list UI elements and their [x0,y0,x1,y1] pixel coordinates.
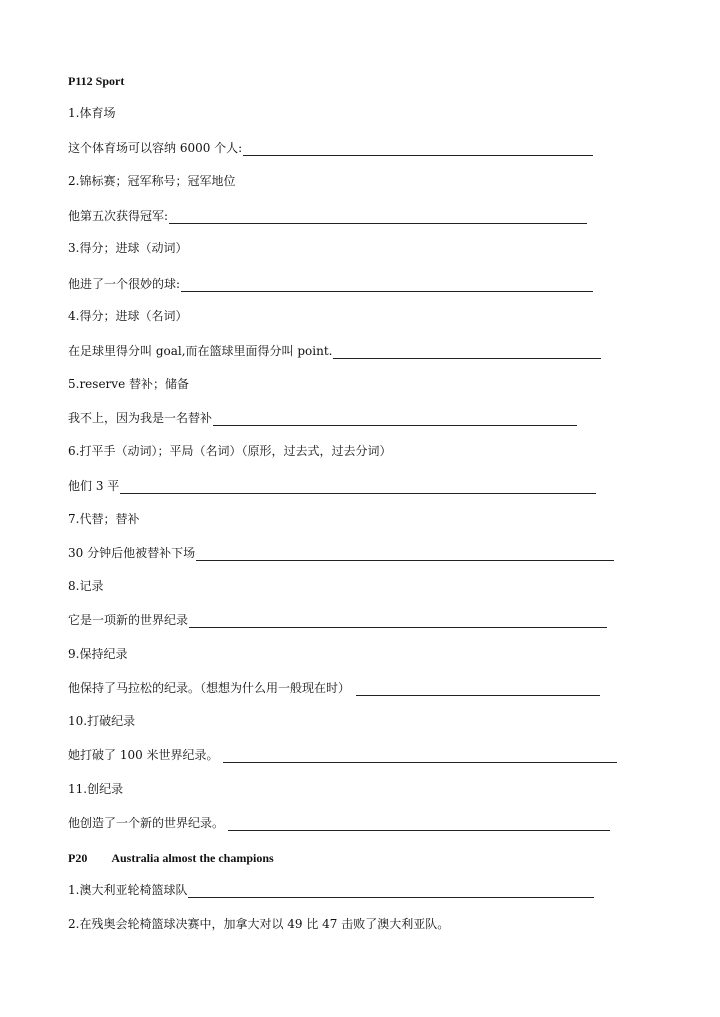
answer-blank-4[interactable] [333,346,601,359]
answer-blank-1[interactable] [243,143,593,156]
prompt-1: 1.体育场 [68,106,116,120]
sentence-8: 它是一项新的世界纪录 [68,613,189,627]
sentence-4: 在足球里得分叫 goal,而在篮球里面得分叫 point. [68,344,333,358]
sentence-row-12 [68,882,594,898]
prompt-4: 4.得分；进球（名词） [68,309,188,323]
answer-blank-9[interactable] [356,683,600,696]
sentence-5: 我不上，因为我是一名替补 [68,411,213,425]
section-heading-australia [68,850,274,866]
sentence-row-7 [68,545,614,561]
prompt-2: 2.锦标赛；冠军称号；冠军地位 [68,174,236,188]
prompt-7: 7.代替；替补 [68,512,140,526]
section-heading-page: P20 [68,851,88,865]
prompt-10: 10.打破纪录 [68,714,136,728]
sentence-row-8 [68,612,607,628]
sentence-row-10 [68,747,617,763]
answer-blank-2[interactable] [169,211,587,224]
sentence-row-3 [68,276,593,292]
answer-blank-12[interactable] [188,885,594,898]
sentence-9: 他保持了马拉松的纪录。（想想为什么用一般现在时） [68,681,351,695]
sentence-row-1 [68,140,593,156]
prompt-6: 6.打平手（动词）；平局（名词）（原形，过去式，过去分词） [68,444,392,458]
section-heading-title: Australia almost the champions [111,851,274,865]
answer-blank-7[interactable] [196,548,614,561]
prompt-11: 11.创纪录 [68,782,124,796]
prompt-8: 8.记录 [68,579,104,593]
answer-blank-11[interactable] [228,818,610,831]
sentence-1: 这个体育场可以容纳 6000 个人: [68,141,243,155]
prompt-5: 5.reserve 替补；储备 [68,377,189,391]
answer-blank-8[interactable] [189,615,607,628]
section-heading-sport: P112 Sport [68,74,125,88]
sentence-row-5 [68,410,577,426]
sentence-row-11 [68,815,610,831]
sentence-12: 1.澳大利亚轮椅篮球队 [68,883,188,897]
answer-blank-3[interactable] [181,279,593,292]
sentence-7: 30 分钟后他被替补下场 [68,546,196,560]
sentence-row-4 [68,343,601,359]
sentence-row-2 [68,208,587,224]
sentence-10: 她打破了 100 米世界纪录。 [68,748,219,762]
sentence-row-6 [68,478,596,494]
answer-blank-6[interactable] [120,481,596,494]
sentence-2: 他第五次获得冠军: [68,209,169,223]
sentence-13: 2.在残奥会轮椅篮球决赛中，加拿大对以 49 比 47 击败了澳大利亚队。 [68,917,450,931]
answer-blank-5[interactable] [213,413,577,426]
sentence-row-9 [68,680,600,696]
prompt-3: 3.得分；进球（动词） [68,241,188,255]
sentence-6: 他们 3 平 [68,479,120,493]
sentence-11: 他创造了一个新的世界纪录。 [68,816,225,830]
prompt-9: 9.保持纪录 [68,647,128,661]
answer-blank-10[interactable] [223,750,617,763]
sentence-3: 他进了一个很妙的球: [68,277,181,291]
